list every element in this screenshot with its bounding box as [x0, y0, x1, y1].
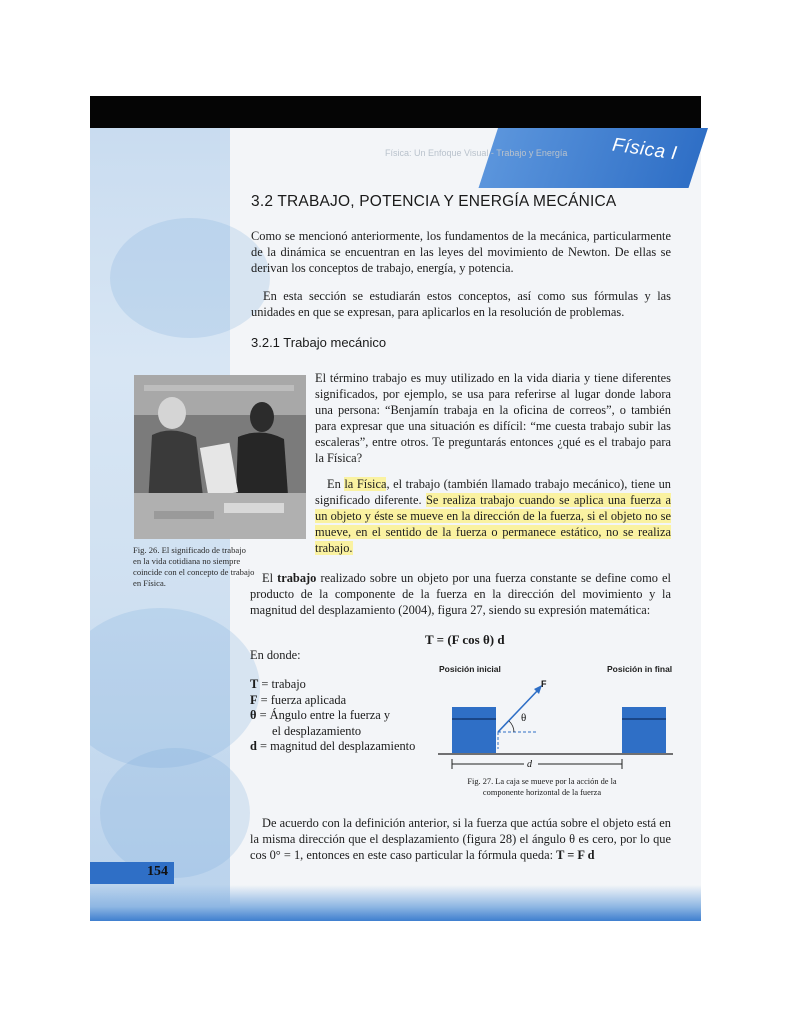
decorative-blob — [110, 218, 270, 338]
page-number: 154 — [147, 864, 168, 879]
banner-title: Física I — [610, 134, 679, 165]
p3-text-b: realizado sobre un objeto por una fuerza constante se define como el producto de la componente de la fuerza en la dirección del movimiento y la magnitud del desplazamiento (2004), figura 27, siendo su expresión matemática: — [250, 571, 671, 617]
subsection-title: 3.2.1 Trabajo mecánico — [251, 335, 387, 350]
definitions-intro: En donde: — [250, 648, 301, 662]
definition-text: el desplazamiento — [272, 723, 362, 738]
figure-26-photo — [134, 375, 306, 539]
angle-arc — [509, 721, 514, 732]
decorative-wave — [90, 885, 701, 921]
force-label: F — [541, 679, 547, 689]
figure-26-caption: Fig. 26. El significado de trabajo en la vida cotidiana no siempre coincide con el concepto de trabajo en Física. — [133, 545, 255, 588]
box-final — [622, 707, 666, 753]
box-initial — [452, 707, 496, 753]
definitions-list — [250, 677, 415, 755]
figure-27-caption: Fig. 27. La caja se mueve por la acción de la componente horizontal de la fuerza — [467, 777, 617, 797]
figure-27-diagram — [438, 665, 678, 775]
p3-bold: trabajo — [277, 571, 317, 585]
p2-highlight-1: la Física — [344, 477, 387, 491]
definition-item — [250, 708, 415, 724]
closing-formula: T = F d — [556, 848, 595, 862]
label-initial-position: Posición inicial — [439, 664, 501, 674]
top-black-bar — [90, 96, 701, 128]
definition-text: = trabajo — [258, 677, 306, 691]
paragraph-work-meaning: El término trabajo es muy utilizado en la vida diaria y tiene diferentes significados, por ejemplo, se usa para referirse al lugar donde labora una persona: “Benjamín trabaja en la oficina de correos”, o también para expresar que una situación es difícil: “me cuesta trabajo subir las escaleras”, entre otros. Te preguntarás entonces ¿qué es el trabajo para la Física? — [315, 371, 671, 465]
definition-symbol: θ — [250, 708, 257, 722]
definition-text: = magnitud del desplazamiento — [256, 739, 416, 753]
angle-label: θ — [521, 712, 527, 724]
p3-text-a: El — [262, 571, 278, 585]
definition-text: = fuerza aplicada — [257, 692, 347, 707]
decorative-blob — [90, 608, 260, 768]
p2-text-b: , el trabajo (también llamado trabajo mecánico), tiene un significado diferente. — [315, 477, 671, 507]
definition-text: = Ángulo entre la fuerza y — [256, 708, 391, 722]
photo-illustration — [134, 375, 306, 539]
decorative-blob — [100, 748, 250, 878]
paragraph-physics-definition — [315, 476, 671, 556]
definition-symbol: T — [250, 677, 259, 691]
paragraph-work-definition — [250, 570, 671, 618]
force-vector — [498, 689, 539, 732]
definition-item — [250, 739, 415, 755]
closing-text: De acuerdo con la definición anterior, si la fuerza que actúa sobre el objeto está en la misma dirección que el desplazamiento (figura 28) el ángulo θ es cero, por lo que cos 0° = 1, entonces en este caso particular la fórmula queda: — [250, 816, 671, 862]
displacement-label: d — [527, 759, 532, 770]
definition-symbol: F — [250, 692, 258, 707]
p2-highlight-2: Se realiza trabajo cuando se aplica una fuerza a un objeto y éste se mueve en la dirección de la fuerza, si el objeto no se mueve, en el sentido de la fuerza o permanece estático, no se realiza trabajo. — [315, 493, 671, 555]
intro-paragraph-1: Como se mencionó anteriormente, los fundamentos de la mecánica, particularmente de la dinámica se encuentran en las leyes del movimiento de Newton. De ellas se derivan los conceptos de trabajo, energía, y potencia. — [251, 229, 671, 275]
definition-item — [250, 693, 415, 709]
closing-paragraph — [250, 815, 671, 863]
p2-text-a: En — [327, 477, 345, 491]
definition-item — [250, 724, 415, 740]
label-final-position: Posición in final — [607, 664, 673, 674]
page-number-tab — [90, 862, 174, 884]
definition-symbol: d — [250, 739, 257, 753]
definition-item — [250, 677, 415, 693]
intro-paragraph-2: En esta sección se estudiarán estos conceptos, así como sus fórmulas y las unidades en que se expresan, para aplicarlos en la resolución de problemas. — [251, 289, 671, 319]
running-head: Física: Un Enfoque Visual - Trabajo y Energía — [385, 148, 568, 158]
work-formula: T = (F cos θ) d — [425, 632, 505, 647]
section-title: 3.2 TRABAJO, POTENCIA Y ENERGÍA MECÁNICA — [251, 193, 617, 210]
